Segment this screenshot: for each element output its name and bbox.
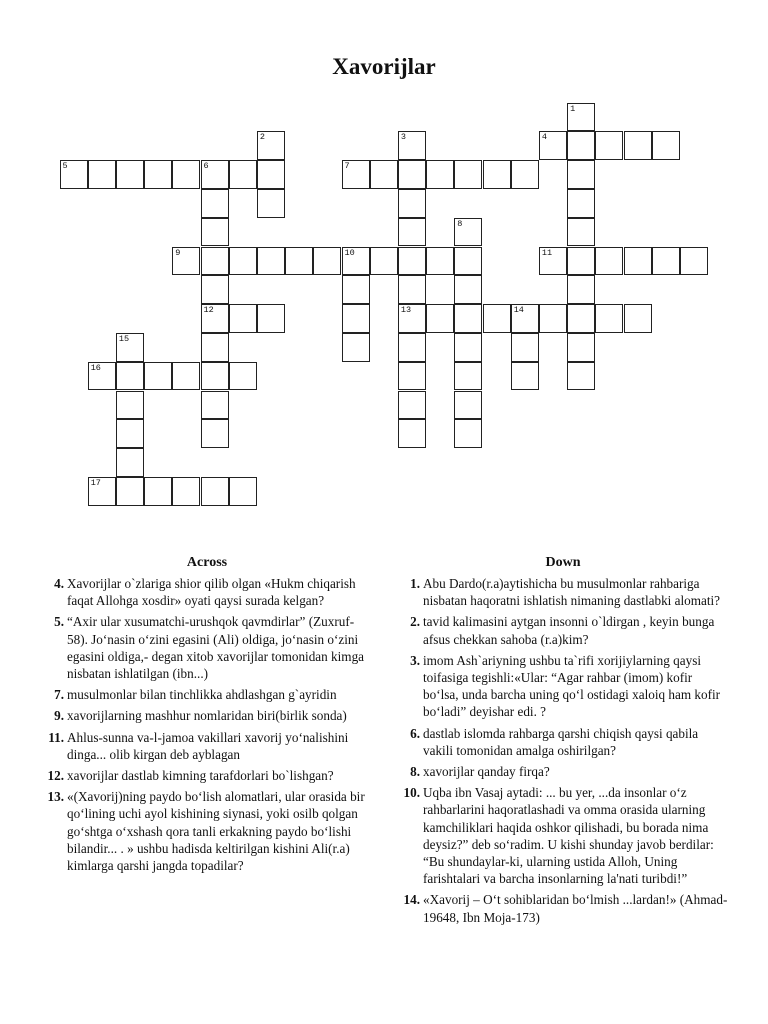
grid-cell[interactable]	[370, 160, 398, 189]
grid-cell[interactable]	[172, 477, 200, 506]
grid-cell[interactable]	[567, 103, 595, 132]
grid-cell[interactable]	[483, 160, 511, 189]
clue-number: 14.	[403, 892, 420, 908]
clue-item	[42, 729, 372, 763]
grid-cell[interactable]	[539, 304, 567, 333]
grid-cell[interactable]	[398, 362, 426, 391]
clue-text: Ahlus-sunna va-l-jamoa vakillari xavorij yo‘nalishini dinga... olib kirgan deb ayblagan	[67, 729, 349, 762]
grid-cell[interactable]	[201, 275, 229, 304]
cell-number: 17	[90, 477, 101, 488]
clue-number: 2.	[410, 614, 420, 630]
grid-cell[interactable]	[567, 189, 595, 218]
clue-text: «Xavorij – O‘t sohiblaridan bo‘lmish ...lardan!» (Ahmad-19648, Ibn Moja-173)	[423, 892, 728, 925]
grid-cell[interactable]	[454, 247, 482, 276]
clue-text: xavorijlarning mashhur nomlaridan biri(birlik sonda)	[67, 708, 347, 724]
grid-cell[interactable]	[116, 448, 144, 477]
grid-cell[interactable]	[201, 419, 229, 448]
down-heading: Down	[545, 555, 581, 570]
clue-number: 8.	[410, 764, 420, 780]
across-heading: Across	[186, 555, 228, 570]
grid-cell[interactable]	[342, 333, 370, 362]
grid-cell[interactable]	[567, 275, 595, 304]
clue-item	[42, 788, 372, 874]
clue-number: 7.	[54, 687, 64, 703]
grid-cell[interactable]	[398, 247, 426, 276]
clue-number: 11.	[48, 729, 64, 745]
grid-cell[interactable]	[229, 477, 257, 506]
across-clues	[42, 555, 372, 878]
grid-cell[interactable]	[116, 362, 144, 391]
clue-text: Abu Dardo(r.a)aytishicha bu musulmonlar rahbariga nisbatan haqoratni ishlatish nimaning dastlabki alomati?	[423, 576, 721, 609]
grid-cell[interactable]	[567, 304, 595, 333]
grid-cell[interactable]	[257, 247, 285, 276]
cell-number: 4	[541, 132, 547, 143]
grid-cell[interactable]	[257, 189, 285, 218]
grid-cell[interactable]	[567, 160, 595, 189]
grid-cell[interactable]	[144, 477, 172, 506]
grid-cell[interactable]	[201, 304, 229, 333]
clue-number: 5.	[54, 614, 64, 630]
cell-number: 1	[570, 103, 576, 114]
clue-number: 1.	[410, 576, 420, 591]
grid-cell[interactable]	[539, 131, 567, 160]
clue-number: 3.	[410, 652, 420, 668]
grid-cell[interactable]	[398, 275, 426, 304]
clue-number: 6.	[410, 725, 420, 741]
grid-cell[interactable]	[257, 304, 285, 333]
clue-text: tavid kalimasini aytgan insonni o`ldirgan , keyin bunga afsus chekkan sahoba (r.a)kim?	[423, 614, 715, 647]
grid-cell[interactable]	[313, 247, 341, 276]
grid-cell[interactable]	[426, 247, 454, 276]
grid-cell[interactable]	[652, 247, 680, 276]
clue-item	[398, 763, 728, 780]
grid-cell[interactable]	[624, 304, 652, 333]
grid-cell[interactable]	[88, 160, 116, 189]
clue-number: 12.	[47, 768, 64, 784]
grid-cell[interactable]	[201, 333, 229, 362]
grid-cell[interactable]	[201, 189, 229, 218]
clue-text: Xavorijlar o`zlariga shior qilib olgan «Hukm chiqarish faqat Allohga xosdir» oyati qaysi surada kelgan?	[67, 576, 356, 609]
grid-cell[interactable]	[652, 131, 680, 160]
grid-cell[interactable]	[567, 218, 595, 247]
grid-cell[interactable]	[595, 131, 623, 160]
grid-cell[interactable]	[88, 362, 116, 391]
cell-number: 13	[400, 305, 412, 316]
cell-number: 2	[259, 132, 265, 143]
clue-item	[398, 613, 728, 647]
cell-number: 15	[118, 333, 130, 344]
clue-item	[42, 767, 372, 784]
clue-text: dastlab islomda rahbarga qarshi chiqish qaysi qabila vakili tomonidan amalga oshirilgan?	[423, 725, 699, 758]
clue-item	[42, 707, 372, 724]
grid-cell[interactable]	[567, 362, 595, 391]
grid-cell[interactable]	[624, 247, 652, 276]
grid-cell[interactable]	[454, 304, 482, 333]
grid-cell[interactable]	[88, 477, 116, 506]
grid-cell[interactable]	[398, 218, 426, 247]
grid-cell[interactable]	[144, 160, 172, 189]
clue-item	[42, 575, 372, 609]
grid-cell[interactable]	[426, 304, 454, 333]
clue-text: xavorijlar dastlab kimning tarafdorlari bo`lishgan?	[67, 768, 334, 784]
clue-number: 4.	[54, 576, 64, 591]
clue-text: Uqba ibn Vasaj aytadi: ... bu yer, ...da insonlar o‘z rahbarlarini haqoratlashadi va omma orasida ularning kamchiliklari haqida oshkor qilishadi, bu borada nima deysiz?” deb so‘radim. U kishi shunday javob berdilar: “Bu shundaylar-ki, ularning ustida Alloh, Uning farishtalari va barcha insonlarning la'nati turibdi!”	[423, 785, 714, 887]
grid-cell[interactable]	[201, 247, 229, 276]
grid-cell[interactable]	[398, 419, 426, 448]
grid-cell[interactable]	[454, 391, 482, 420]
grid-cell[interactable]	[398, 304, 426, 333]
grid-cell[interactable]	[454, 419, 482, 448]
grid-cell[interactable]	[511, 362, 539, 391]
grid-cell[interactable]	[342, 160, 370, 189]
grid-cell[interactable]	[144, 362, 172, 391]
grid-cell[interactable]	[201, 218, 229, 247]
clue-item	[42, 613, 372, 682]
grid-cell[interactable]	[257, 160, 285, 189]
grid-cell[interactable]	[116, 419, 144, 448]
cell-number: 8	[457, 218, 463, 229]
grid-cell[interactable]	[454, 160, 482, 189]
clue-item	[398, 784, 728, 887]
grid-cell[interactable]	[342, 304, 370, 333]
grid-cell[interactable]	[370, 247, 398, 276]
grid-cell[interactable]	[229, 362, 257, 391]
clue-number: 13.	[47, 789, 64, 805]
grid-cell[interactable]	[201, 391, 229, 420]
grid-cell[interactable]	[539, 247, 567, 276]
grid-cell[interactable]	[172, 160, 200, 189]
puzzle-title: Xavorijlar	[332, 54, 436, 79]
clue-text: musulmonlar bilan tinchlikka ahdlashgan g`ayridin	[67, 687, 337, 703]
grid-cell[interactable]	[285, 247, 313, 276]
clue-text: “Axir ular xusumatchi-urushqok qavmdirlar” (Zuxruf-58). Jo‘nasin o‘zini egasini (Ali) oldiga, jo‘nasin o‘zini egasini oldiga,- degan xitob xavorijlar tomonidan kimga nisbatan ishlatilgan (ibn...)	[67, 614, 365, 682]
grid-cell[interactable]	[229, 304, 257, 333]
grid-cell[interactable]	[342, 247, 370, 276]
clue-item	[398, 725, 728, 759]
grid-cell[interactable]	[257, 131, 285, 160]
grid-cell[interactable]	[60, 160, 88, 189]
grid-cell[interactable]	[680, 247, 708, 276]
grid-cell[interactable]	[398, 391, 426, 420]
cell-number: 14	[513, 305, 524, 316]
grid-cell[interactable]	[454, 275, 482, 304]
grid-cell[interactable]	[511, 160, 539, 189]
clue-item	[398, 891, 728, 925]
grid-cell[interactable]	[398, 160, 426, 189]
cell-number: 7	[344, 161, 350, 172]
cell-number: 16	[90, 362, 101, 373]
cell-number: 6	[203, 161, 209, 172]
cell-number: 9	[175, 247, 181, 258]
grid-cell[interactable]	[342, 275, 370, 304]
grid-cell[interactable]	[229, 160, 257, 189]
cell-number: 5	[62, 161, 68, 172]
grid-cell[interactable]	[483, 304, 511, 333]
grid-cell[interactable]	[229, 247, 257, 276]
grid-cell[interactable]	[511, 304, 539, 333]
clue-item	[398, 652, 728, 721]
grid-cell[interactable]	[454, 333, 482, 362]
grid-cell[interactable]	[172, 362, 200, 391]
grid-cell[interactable]	[511, 333, 539, 362]
grid-cell[interactable]	[567, 333, 595, 362]
grid-cell[interactable]	[624, 131, 652, 160]
grid-cell[interactable]	[172, 247, 200, 276]
cell-number: 10	[344, 247, 355, 258]
grid-cell[interactable]	[426, 160, 454, 189]
grid-cell[interactable]	[398, 189, 426, 218]
clue-number: 10.	[403, 785, 420, 801]
grid-cell[interactable]	[398, 333, 426, 362]
grid-cell[interactable]	[567, 247, 595, 276]
grid-cell[interactable]	[595, 247, 623, 276]
down-clues	[398, 555, 728, 930]
clue-text: imom Ash`ariyning ushbu ta`rifi xorijiylarning qaysi toifasiga tegishli:«Ular: “Agar rahbar (imom) kofir bo‘lsa, unda barcha uning qo‘l ostidagi xaloiq ham kofir bo‘ladi” deyishar edi. ?	[423, 652, 721, 720]
grid-cell[interactable]	[595, 304, 623, 333]
grid-cell[interactable]	[201, 160, 229, 189]
grid-cell[interactable]	[201, 362, 229, 391]
grid-cell[interactable]	[116, 391, 144, 420]
grid-cell[interactable]	[116, 477, 144, 506]
grid-cell[interactable]	[116, 333, 144, 362]
cell-number: 12	[203, 305, 214, 316]
grid-cell[interactable]	[116, 160, 144, 189]
grid-cell[interactable]	[567, 131, 595, 160]
cell-number: 3	[400, 132, 406, 143]
clue-item	[42, 686, 372, 703]
grid-cell[interactable]	[398, 131, 426, 160]
clue-number: 9.	[54, 708, 64, 724]
grid-cell[interactable]	[454, 362, 482, 391]
clue-text: xavorijlar qanday firqa?	[423, 764, 550, 780]
grid-cell[interactable]	[201, 477, 229, 506]
grid-cell[interactable]	[454, 218, 482, 247]
cell-number: 11	[541, 247, 553, 258]
clue-text: «(Xavorij)ning paydo bo‘lish alomatlari, ular orasida bir qo‘lining uchi ayol kishining siynasi, yoki osilb qolgan go‘shtga o‘xshash qora tanli erkakning paydo bo‘lishi bilandir... . » ushbu hadisda keltirilgan kishini Ali(r.a) kimlarga qarshi jangda topadilar?	[67, 789, 365, 874]
clue-item	[398, 575, 728, 609]
